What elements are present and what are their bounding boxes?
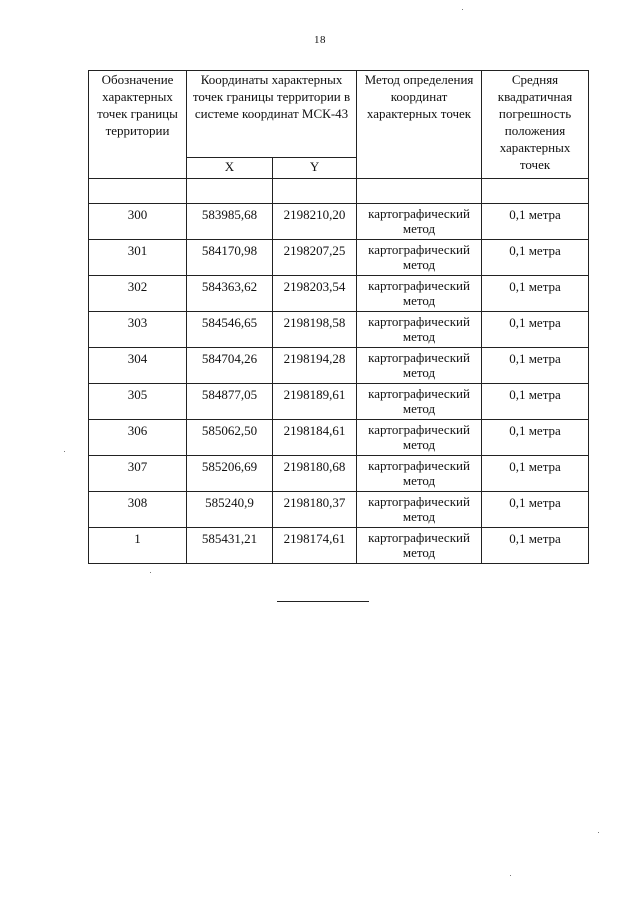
error-cell: 0,1 метра [482,204,589,240]
method-text-line2: метод [402,545,436,560]
point-id-cell: 307 [89,456,187,492]
error-cell: 0,1 метра [482,528,589,564]
method-text-line1: картографический [368,242,470,257]
table-row [89,276,589,312]
y-coordinate-cell: 2198180,68 [273,456,357,492]
method-text-line1: картографический [368,422,470,437]
table-row [89,420,589,456]
method-text-line2: метод [402,401,436,416]
y-coordinate-cell: 2198180,37 [273,492,357,528]
error-cell: 0,1 метра [482,276,589,312]
method-text-line2: метод [402,221,436,236]
method-cell [357,384,482,420]
table-row [89,528,589,564]
table-row [89,384,589,420]
table-row [89,240,589,276]
method-cell [357,420,482,456]
x-coordinate-cell: 585431,21 [187,528,273,564]
spacer-cell [482,179,589,204]
error-cell: 0,1 метра [482,420,589,456]
header-coordinates: Координаты характерных точек границы территории в системе координат МСК-43 [187,71,357,158]
method-text-line1: картографический [368,530,470,545]
method-cell [357,456,482,492]
y-coordinate-cell: 2198184,61 [273,420,357,456]
method-text-line1: картографический [368,206,470,221]
x-coordinate-cell: 585240,9 [187,492,273,528]
table-header [89,71,589,204]
header-y: Y [273,158,357,179]
spacer-cell [187,179,273,204]
scan-speck [462,9,463,10]
header-error: Средняя квадратичная погрешность положения характерных точек [482,71,589,179]
error-cell: 0,1 метра [482,348,589,384]
method-cell [357,204,482,240]
y-coordinate-cell: 2198189,61 [273,384,357,420]
method-text-line2: метод [402,365,436,380]
scan-speck [64,451,65,452]
header-x: X [187,158,273,179]
error-cell: 0,1 метра [482,240,589,276]
scan-speck [510,875,511,876]
point-id-cell: 303 [89,312,187,348]
x-coordinate-cell: 585062,50 [187,420,273,456]
y-coordinate-cell: 2198203,54 [273,276,357,312]
header-spacer-row [89,179,589,204]
coordinates-table [88,70,589,564]
x-coordinate-cell: 585206,69 [187,456,273,492]
method-text-line1: картографический [368,494,470,509]
point-id-cell: 1 [89,528,187,564]
spacer-cell [357,179,482,204]
method-text-line1: картографический [368,314,470,329]
y-coordinate-cell: 2198174,61 [273,528,357,564]
x-coordinate-cell: 584363,62 [187,276,273,312]
spacer-cell [273,179,357,204]
table-row [89,312,589,348]
point-id-cell: 308 [89,492,187,528]
y-coordinate-cell: 2198207,25 [273,240,357,276]
method-cell [357,348,482,384]
x-coordinate-cell: 584704,26 [187,348,273,384]
method-text-line2: метод [402,293,436,308]
method-text-line2: метод [402,329,436,344]
error-cell: 0,1 метра [482,456,589,492]
method-cell [357,240,482,276]
table-row [89,348,589,384]
method-cell [357,492,482,528]
closing-rule [277,601,369,602]
method-text-line1: картографический [368,386,470,401]
x-coordinate-cell: 584546,65 [187,312,273,348]
y-coordinate-cell: 2198198,58 [273,312,357,348]
x-coordinate-cell: 584170,98 [187,240,273,276]
point-id-cell: 302 [89,276,187,312]
method-text-line1: картографический [368,278,470,293]
method-text-line2: метод [402,473,436,488]
error-cell: 0,1 метра [482,492,589,528]
scan-speck [598,832,599,833]
y-coordinate-cell: 2198194,28 [273,348,357,384]
method-cell [357,276,482,312]
point-id-cell: 301 [89,240,187,276]
point-id-cell: 306 [89,420,187,456]
point-id-cell: 300 [89,204,187,240]
point-id-cell: 304 [89,348,187,384]
scan-speck [150,572,151,573]
method-text-line2: метод [402,437,436,452]
method-text-line2: метод [402,509,436,524]
error-cell: 0,1 метра [482,384,589,420]
method-text-line1: картографический [368,350,470,365]
y-coordinate-cell: 2198210,20 [273,204,357,240]
method-text-line1: картографический [368,458,470,473]
x-coordinate-cell: 583985,68 [187,204,273,240]
header-method: Метод определения координат характерных точек [357,71,482,179]
spacer-cell [89,179,187,204]
page-number: 18 [314,34,326,46]
method-text-line2: метод [402,257,436,272]
table-row [89,456,589,492]
table-row [89,492,589,528]
header-designation: Обозначение характерных точек границы территории [89,71,187,179]
table-body [89,204,589,564]
method-cell [357,312,482,348]
error-cell: 0,1 метра [482,312,589,348]
point-id-cell: 305 [89,384,187,420]
method-cell [357,528,482,564]
table-row [89,204,589,240]
x-coordinate-cell: 584877,05 [187,384,273,420]
